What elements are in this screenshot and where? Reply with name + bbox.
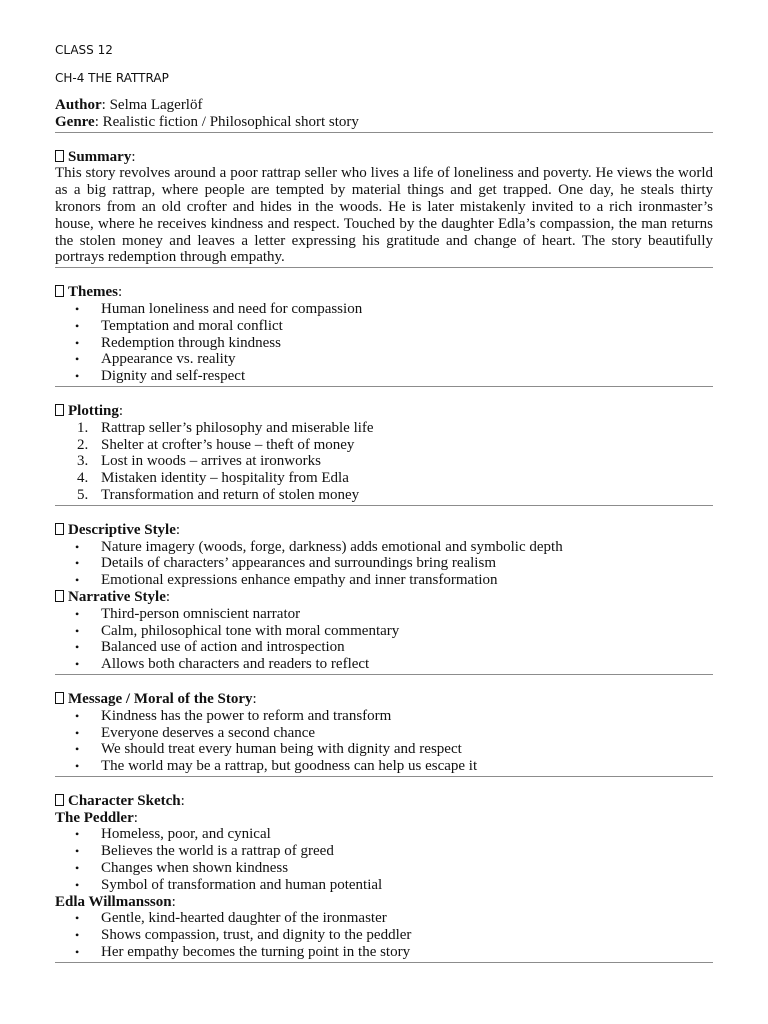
themes-list [55, 301, 713, 385]
edla-list [55, 910, 713, 960]
list-item: • Allows both characters and readers to reflect [55, 656, 713, 673]
missing-glyph-icon [55, 285, 64, 297]
document-body [55, 97, 713, 963]
summary-section [55, 149, 713, 269]
missing-glyph-icon [55, 404, 64, 416]
list-item: • The world may be a rattrap, but goodness can help us escape it [55, 758, 713, 775]
character-sketch-section [55, 793, 713, 963]
class-label: CLASS 12 [55, 43, 113, 57]
chapter-title: CH-4 THE RATTRAP [55, 71, 169, 85]
list-item: • Dignity and self-respect [55, 368, 713, 385]
missing-glyph-icon [55, 794, 64, 806]
character-sketch-heading: Character Sketch: [55, 793, 713, 810]
missing-glyph-icon [55, 523, 64, 535]
list-item: • Shows compassion, trust, and dignity to the peddler [55, 927, 713, 944]
author-line: Author: Selma Lagerlöf [55, 97, 203, 113]
themes-section [55, 284, 713, 387]
list-item: • Homeless, poor, and cynical [55, 826, 713, 843]
missing-glyph-icon [55, 150, 64, 162]
peddler-heading: The Peddler: [55, 809, 138, 826]
list-item: • Gentle, kind-hearted daughter of the ironmaster [55, 910, 713, 927]
list-item: • Her empathy becomes the turning point in the story [55, 944, 713, 961]
summary-text: This story revolves around a poor rattrap seller who lives a life of loneliness and poverty. He views the world as a big rattrap, where people are tempted by material things and get trapped. One day, he steals thirty kronors from an old crofter and hides in the woods. He is later mistakenly invited to a rich ironmaster’s house, where he receives kindness and respect. Touched by the daughter Edla’s compassion, the man returns the stolen money and leaves a letter expressing his gratitude and change of heart. The story beautifully portrays redemption through empathy. [55, 165, 713, 266]
summary-heading: Summary: [55, 149, 713, 166]
peddler-list [55, 826, 713, 893]
style-section [55, 522, 713, 675]
plotting-section [55, 403, 713, 506]
list-item: 5. Transformation and return of stolen money [77, 486, 360, 503]
list-item: • Symbol of transformation and human potential [55, 877, 713, 894]
list-item: • We should treat every human being with dignity and respect [55, 741, 713, 758]
list-item: • Details of characters’ appearances and surroundings bring realism [55, 555, 713, 572]
message-heading: Message / Moral of the Story: [55, 691, 713, 708]
list-item: • Nature imagery (woods, forge, darkness) adds emotional and symbolic depth [55, 539, 713, 556]
list-item: • Kindness has the power to reform and transform [55, 708, 713, 725]
list-item: 1. Rattrap seller’s philosophy and miserable life [77, 419, 374, 436]
themes-heading: Themes: [55, 284, 713, 301]
list-item: • Believes the world is a rattrap of greed [55, 843, 713, 860]
list-item: • Changes when shown kindness [55, 860, 713, 877]
narrative-style-heading: Narrative Style: [55, 589, 713, 606]
list-item: • Third-person omniscient narrator [55, 606, 713, 623]
missing-glyph-icon [55, 692, 64, 704]
descriptive-style-heading: Descriptive Style: [55, 522, 713, 539]
list-item: • Temptation and moral conflict [55, 318, 713, 335]
list-item: • Calm, philosophical tone with moral commentary [55, 623, 713, 640]
list-item: • Appearance vs. reality [55, 351, 713, 368]
genre-line: Genre: Realistic fiction / Philosophical short story [55, 113, 359, 130]
narrative-style-list [55, 606, 713, 673]
list-item: 2. Shelter at crofter’s house – theft of money [77, 436, 355, 453]
descriptive-style-list [55, 539, 713, 589]
list-item: • Everyone deserves a second chance [55, 725, 713, 742]
plotting-list [55, 420, 713, 504]
list-item: • Balanced use of action and introspection [55, 639, 713, 656]
list-item: 3. Lost in woods – arrives at ironworks [77, 453, 321, 470]
plotting-heading: Plotting: [55, 403, 713, 420]
list-item: • Redemption through kindness [55, 335, 713, 352]
meta-block [55, 97, 713, 133]
missing-glyph-icon [55, 590, 64, 602]
list-item: • Human loneliness and need for compassion [55, 301, 713, 318]
message-section [55, 691, 713, 777]
list-item: • Emotional expressions enhance empathy and inner transformation [55, 572, 713, 589]
message-list [55, 708, 713, 775]
list-item: 4. Mistaken identity – hospitality from Edla [77, 470, 349, 487]
edla-heading: Edla Willmansson: [55, 893, 176, 910]
